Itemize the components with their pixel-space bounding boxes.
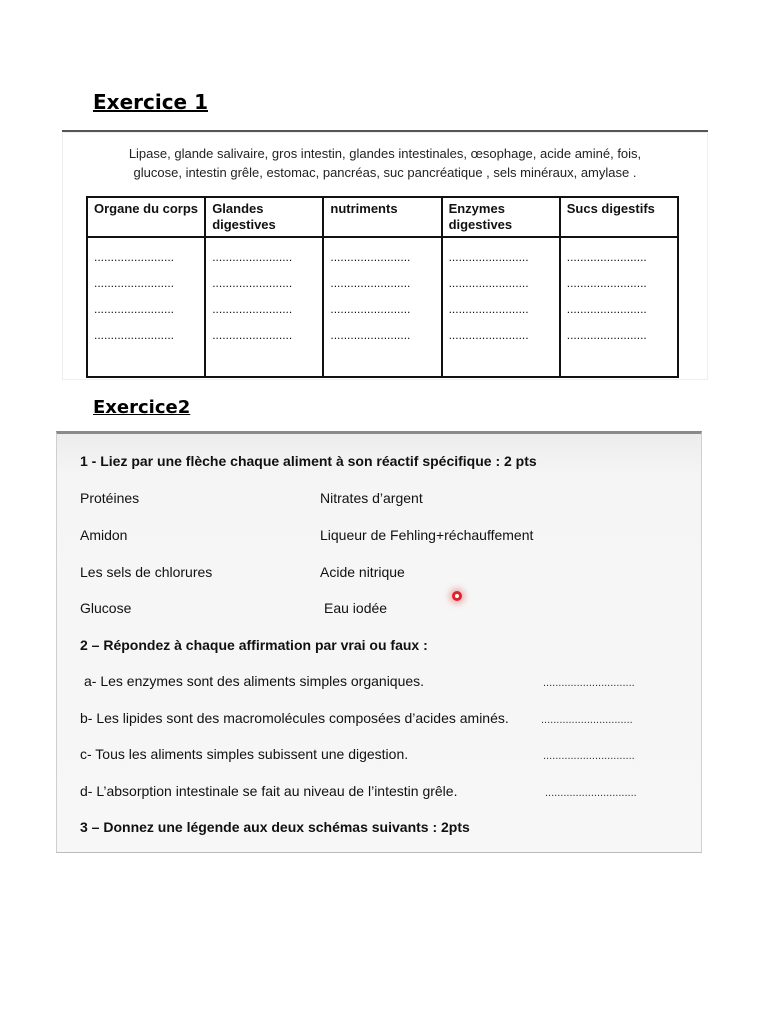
- statement-c: c- Tous les aliments simples subissent une digestion.: [80, 746, 409, 762]
- dotted-line: ........................: [448, 328, 529, 342]
- dotted-line: ........................: [94, 302, 175, 316]
- exercise2-title: Exercice2: [93, 397, 191, 418]
- column-header-glandes: Glandes digestives: [205, 197, 323, 237]
- exercise1-title: Exercice 1: [93, 90, 208, 114]
- dotted-line: ........................: [94, 250, 175, 264]
- question1-title: 1 - Liez par une flèche chaque aliment à son réactif spécifique : 2 pts: [80, 453, 537, 469]
- dotted-line: ........................: [448, 276, 529, 290]
- word-bank: [82, 144, 688, 182]
- table-row: [87, 237, 678, 377]
- answer-cell[interactable]: [560, 237, 678, 377]
- cursor-pointer-icon: [452, 591, 462, 601]
- exercise1-image-panel: [62, 130, 708, 380]
- dotted-line: ........................: [330, 302, 411, 316]
- statement-b: b- Les lipides sont des macromolécules composées d’acides aminés.: [80, 710, 509, 726]
- dotted-line: ........................: [448, 302, 529, 316]
- dotted-line: ........................: [448, 250, 529, 264]
- answer-blank-c[interactable]: ..............................: [543, 750, 635, 762]
- food-item-chlorures[interactable]: Les sels de chlorures: [80, 564, 213, 580]
- food-item-proteines[interactable]: Protéines: [80, 490, 140, 506]
- food-item-amidon[interactable]: Amidon: [80, 527, 128, 543]
- answer-blank-a[interactable]: ..............................: [543, 677, 635, 689]
- answer-cell[interactable]: [87, 237, 205, 377]
- statement-a: a- Les enzymes sont des aliments simples organiques.: [84, 673, 425, 689]
- statement-d: d- L’absorption intestinale se fait au niveau de l’intestin grêle.: [80, 783, 458, 799]
- answer-blank-d[interactable]: ..............................: [545, 787, 637, 799]
- dotted-line: ........................: [94, 276, 175, 290]
- column-header-organe: Organe du corps: [87, 197, 205, 237]
- digestion-table: [86, 196, 679, 378]
- dotted-line: ........................: [212, 250, 293, 264]
- exercise2-image-panel: [56, 431, 702, 853]
- column-header-sucs: Sucs digestifs: [560, 197, 678, 237]
- column-header-nutriments: nutriments: [323, 197, 441, 237]
- question3-title: 3 – Donnez une légende aux deux schémas suivants : 2pts: [80, 819, 470, 835]
- question2-title: 2 – Répondez à chaque affirmation par vrai ou faux :: [80, 637, 428, 653]
- dotted-line: ........................: [566, 328, 647, 342]
- word-bank-line-2: glucose, intestin grêle, estomac, pancréas, suc pancréatique , sels minéraux, amylase .: [133, 165, 637, 180]
- reagent-fehling[interactable]: Liqueur de Fehling+réchauffement: [320, 527, 534, 543]
- dotted-line: ........................: [330, 250, 411, 264]
- answer-cell[interactable]: [323, 237, 441, 377]
- reagent-eau-iodee[interactable]: Eau iodée: [324, 600, 388, 616]
- reagent-acide-nitrique[interactable]: Acide nitrique: [320, 564, 405, 580]
- reagent-nitrates[interactable]: Nitrates d’argent: [320, 490, 423, 506]
- dotted-line: ........................: [566, 250, 647, 264]
- food-item-glucose[interactable]: Glucose: [80, 600, 132, 616]
- table-header-row: [87, 197, 678, 237]
- answer-cell[interactable]: [442, 237, 560, 377]
- column-header-enzymes: Enzymes digestives: [442, 197, 560, 237]
- word-bank-line-1: Lipase, glande salivaire, gros intestin, glandes intestinales, œsophage, acide aminé, fois,: [128, 146, 642, 161]
- dotted-line: ........................: [94, 328, 175, 342]
- dotted-line: ........................: [566, 302, 647, 316]
- dotted-line: ........................: [212, 302, 293, 316]
- dotted-line: ........................: [212, 276, 293, 290]
- dotted-line: ........................: [330, 276, 411, 290]
- answer-blank-b[interactable]: ..............................: [541, 714, 633, 726]
- dotted-line: ........................: [330, 328, 411, 342]
- answer-cell[interactable]: [205, 237, 323, 377]
- dotted-line: ........................: [566, 276, 647, 290]
- dotted-line: ........................: [212, 328, 293, 342]
